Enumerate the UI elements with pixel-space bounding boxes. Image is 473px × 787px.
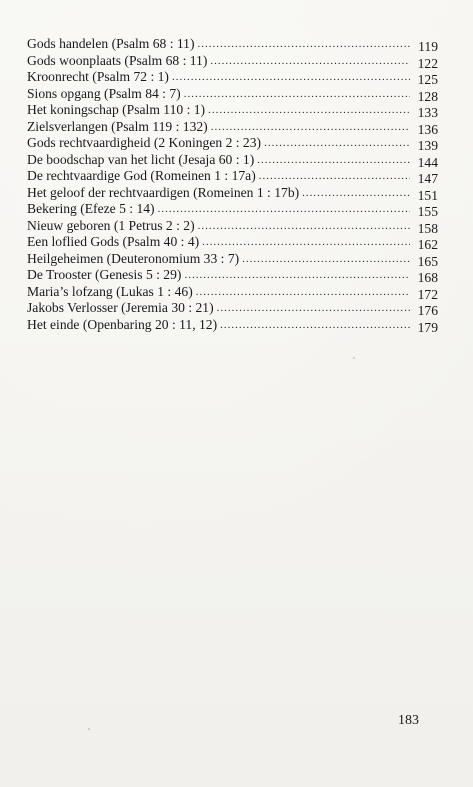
- toc-leader-dots: [211, 119, 410, 136]
- toc-leader-dots: [220, 317, 410, 334]
- toc-entry: [27, 102, 438, 119]
- toc-entry-title: Gods rechtvaardigheid (2 Koningen 2 : 23): [27, 135, 262, 150]
- toc-entry-title: De rechtvaardige God (Romeinen 1 : 17a): [27, 168, 256, 183]
- toc-entry-page: 147: [417, 171, 438, 186]
- toc-entry: [27, 284, 438, 301]
- toc-leader-dots: [198, 218, 410, 235]
- toc-entry-title: Gods woonplaats (Psalm 68 : 11): [27, 52, 208, 68]
- toc-leader-dots: [210, 53, 410, 70]
- toc-leader-dots: [264, 135, 410, 152]
- toc-entry-page: 155: [417, 204, 438, 219]
- toc-entry: [27, 135, 438, 152]
- toc-entry-page: 172: [417, 286, 438, 302]
- toc-entry-page: 158: [417, 220, 438, 236]
- toc-leader-dots: [217, 300, 410, 317]
- toc-entry-page: 119: [418, 39, 438, 54]
- toc-entry: [27, 69, 438, 86]
- toc-entry-page: 133: [417, 105, 438, 120]
- toc-entry: [27, 234, 438, 251]
- toc-entry-title: Kroonrecht (Psalm 72 : 1): [27, 69, 169, 84]
- toc-leader-dots: [208, 102, 410, 119]
- toc-leader-dots: [184, 86, 410, 103]
- toc-leader-dots: [242, 251, 410, 268]
- toc-entry-page: 165: [417, 253, 438, 269]
- toc-leader-dots: [302, 185, 410, 202]
- toc-entry: [27, 185, 438, 202]
- toc-entry-page: 144: [417, 154, 438, 170]
- toc-entry: [27, 201, 438, 218]
- toc-entry-title: Nieuw geboren (1 Petrus 2 : 2): [27, 217, 195, 233]
- toc-entry-page: 162: [417, 237, 438, 252]
- toc-leader-dots: [202, 234, 410, 251]
- toc-entry-title: Bekering (Efeze 5 : 14): [27, 201, 155, 216]
- toc-leader-dots: [196, 284, 410, 301]
- toc-entry-title: Het einde (Openbaring 20 : 11, 12): [27, 316, 218, 332]
- toc-entry-title: Heilgeheimen (Deuteronomium 33 : 7): [27, 250, 240, 266]
- toc-entry: [27, 267, 438, 284]
- toc-entry-title: Zielsverlangen (Psalm 119 : 132): [27, 118, 208, 134]
- toc-entry: [27, 168, 438, 185]
- table-of-contents: [27, 36, 438, 333]
- paper-speck: [353, 357, 355, 359]
- toc-leader-dots: [158, 201, 410, 218]
- toc-entry: [27, 152, 438, 169]
- toc-entry-page: 168: [417, 270, 438, 285]
- toc-entry-page: 151: [417, 187, 438, 203]
- toc-entry-title: Het koningschap (Psalm 110 : 1): [27, 102, 206, 117]
- toc-entry-page: 136: [417, 121, 438, 137]
- toc-entry-page: 125: [417, 72, 438, 87]
- toc-leader-dots: [184, 267, 410, 284]
- toc-entry-title: Het geloof der rechtvaardigen (Romeinen 1 : 17b): [27, 184, 300, 200]
- toc-entry: [27, 218, 438, 235]
- toc-entry: [27, 119, 438, 136]
- toc-entry-title: Jakobs Verlosser (Jeremia 30 : 21): [27, 300, 214, 315]
- toc-entry: [27, 300, 438, 317]
- toc-entry-title: Gods handelen (Psalm 68 : 11): [27, 36, 195, 51]
- toc-entry-page: 179: [417, 319, 438, 335]
- paper-speck: [88, 728, 90, 730]
- toc-entry: [27, 317, 438, 334]
- toc-entry-page: 122: [417, 55, 438, 71]
- toc-entry-page: 139: [417, 138, 438, 153]
- toc-leader-dots: [172, 69, 410, 86]
- toc-leader-dots: [259, 168, 410, 185]
- toc-entry-title: Een loflied Gods (Psalm 40 : 4): [27, 234, 200, 249]
- toc-entry: [27, 36, 438, 53]
- toc-entry-page: 176: [417, 303, 438, 318]
- page-number: 183: [398, 713, 419, 728]
- toc-entry-title: De boodschap van het licht (Jesaja 60 : 1): [27, 151, 255, 167]
- toc-entry: [27, 251, 438, 268]
- toc-leader-dots: [257, 152, 410, 169]
- toc-entry: [27, 86, 438, 103]
- toc-entry-title: Sions opgang (Psalm 84 : 7): [27, 85, 181, 101]
- toc-entry-page: 128: [417, 88, 438, 104]
- toc-entry: [27, 53, 438, 70]
- toc-entry-title: De Trooster (Genesis 5 : 29): [27, 267, 182, 282]
- toc-entry-title: Maria’s lofzang (Lukas 1 : 46): [27, 283, 193, 299]
- toc-leader-dots: [198, 36, 410, 53]
